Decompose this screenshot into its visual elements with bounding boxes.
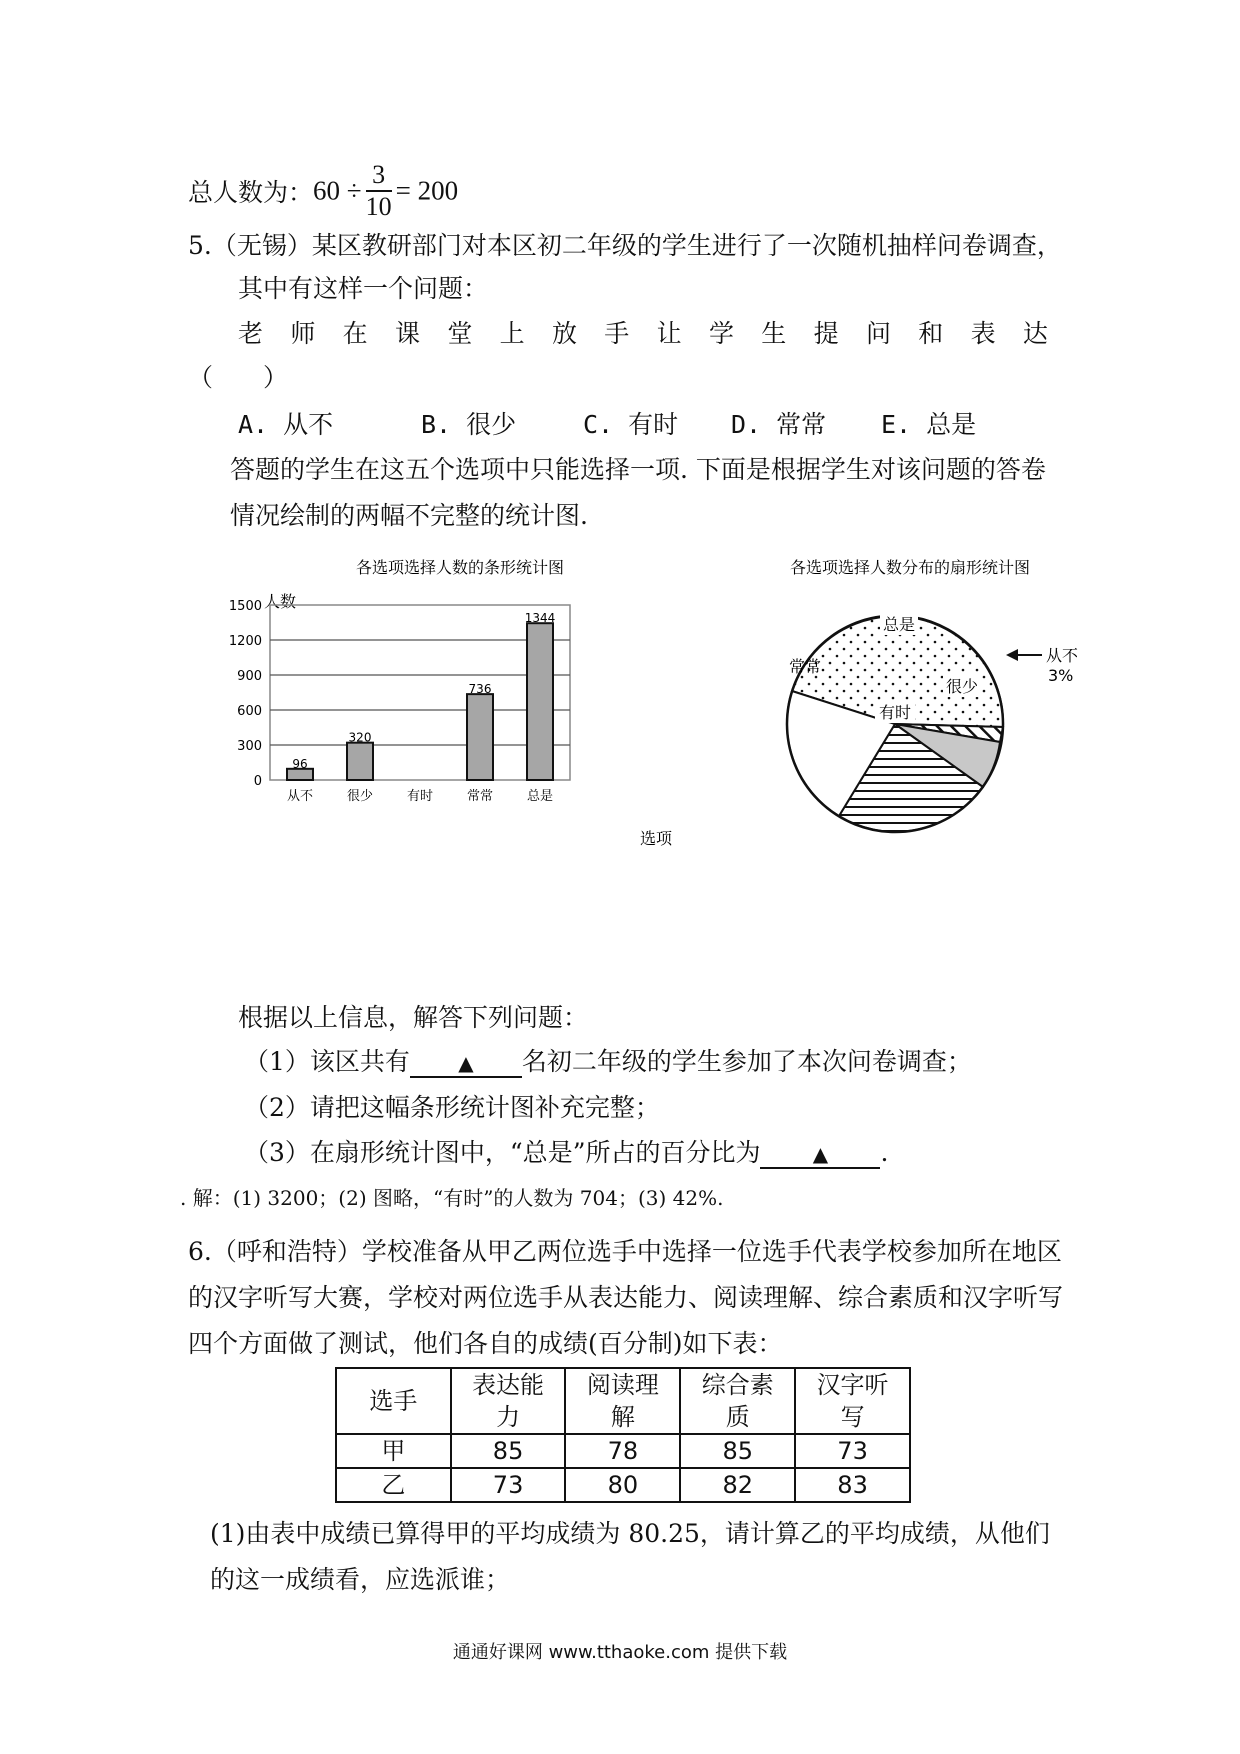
bar-value-label: 96 [292,756,308,771]
bar-value-label: 736 [468,682,492,697]
bar-ytick-label: 300 [237,739,262,754]
sub1-text-b: 名初二年级的学生参加了本次问卷调查； [521,1047,972,1076]
pie-chart [750,555,1080,855]
triangle-icon: ▲ [458,1051,474,1075]
bar-2 [347,743,373,780]
total-expr-right: = 200 [395,175,459,206]
q5-sub1 [244,1042,972,1078]
q5-sub2: （2）请把这幅条形统计图补充完整； [244,1093,660,1122]
option-a: A. 从不 [238,410,334,439]
q5-line3-char: 放 [551,319,577,348]
table-cell: 85 [451,1434,566,1468]
pie-label-congbu: 从不 [1046,646,1079,665]
bar-ytick-label: 1500 [228,599,262,614]
q5-line3-char: 在 [342,319,368,348]
q5-number: 5. [188,231,212,260]
option-c: C. 有时 [583,410,679,439]
header-cell: 表达能 力 [451,1368,566,1434]
bar-category-label: 有时 [406,789,434,804]
fraction-denominator: 10 [365,192,392,221]
total-line [188,160,458,222]
option-b: B. 很少 [421,410,517,439]
q5-line3-char: 让 [656,319,682,348]
answer-blank-2[interactable] [760,1138,880,1169]
fraction [366,160,392,222]
answer-blank-1[interactable] [410,1047,522,1078]
bar-plot-frame [270,605,570,780]
table-cell: 乙 [336,1468,451,1502]
header-cell: 选手 [336,1368,451,1434]
q5-line3-char: 手 [604,319,630,348]
pie-label-henshao: 很少 [945,677,979,696]
q6-sub1-line1: (1)由表中成绩已算得甲的平均成绩为 80.25，请计算乙的平均成绩，从他们 [210,1519,1050,1548]
bar-category-label: 从不 [286,789,314,804]
bar-chart-title: 各选项选择人数的条形统计图 [355,558,565,577]
table-row [336,1468,910,1502]
q5-line2: 其中有这样一个问题： [238,274,489,303]
q6-line1: 6.（呼和浩特）学校准备从甲乙两位选手中选择一位选手代表学校参加所在地区 [188,1237,1062,1266]
q5-line3-char: 老 [238,319,264,348]
q5-answer: . 解：(1) 3200；(2) 图略，“有时”的人数为 704；(3) 42%. [180,1186,724,1210]
q5-text1: （无锡）某区教研部门对本区初二年级的学生进行了一次随机抽样问卷调查， [211,231,1062,260]
bar-4 [467,694,493,780]
bar-chart [228,555,690,870]
option-d: D. 常常 [731,410,827,439]
table-cell: 73 [451,1468,566,1502]
bar-category-label: 很少 [346,789,374,804]
q5-line3 [238,314,1048,350]
q5-line3-char: 上 [499,319,525,348]
q5-line4: 答题的学生在这五个选项中只能选择一项. 下面是根据学生对该问题的答卷 [230,455,1046,484]
q6-sub1-line2: 的这一成绩看，应选派谁； [210,1565,511,1594]
sub3-text-b: . [880,1138,889,1167]
table-cell: 83 [795,1468,910,1502]
sub3-text-a: （3）在扇形统计图中，“总是”所占的百分比为 [244,1138,761,1167]
pie-label-changchang: 常常 [788,657,822,676]
table-row [336,1434,910,1468]
pie-chart-title: 各选项选择人数分布的扇形统计图 [789,558,1031,577]
total-prefix: 总人数为： [188,178,314,207]
bar-ytick-label: 600 [237,704,262,719]
bar-value-label: 1344 [524,611,556,626]
q5-line3-char: 学 [708,319,734,348]
header-cell: 阅读理 解 [565,1368,680,1434]
q5-line3-char: 问 [865,319,891,348]
table-header-row [336,1368,910,1434]
pie-label-youshi: 有时 [878,703,912,722]
q5-line3-char: 和 [918,319,944,348]
header-cell: 汉字听 写 [795,1368,910,1434]
q5-line3-char: 提 [813,319,839,348]
table-cell: 85 [680,1434,795,1468]
fraction-numerator: 3 [366,160,392,192]
bar-ytick-label: 900 [237,669,262,684]
q5-line5: 情况绘制的两幅不完整的统计图. [230,501,588,530]
q6-line3: 四个方面做了测试，他们各自的成绩(百分制)如下表： [188,1329,783,1358]
q5-line3-char: 生 [761,319,787,348]
q5-line3-char: 课 [394,319,420,348]
scores-table [335,1367,911,1503]
table-cell: 甲 [336,1434,451,1468]
bar-5 [527,623,553,780]
q5-line3-char: 师 [290,319,316,348]
bar-ytick-label: 0 [253,774,262,789]
q5-line1 [188,226,1062,262]
q6-line2: 的汉字听写大赛，学校对两位选手从表达能力、阅读理解、综合素质和汉字听写 [188,1283,1064,1312]
pie-label-zongshi: 总是 [882,615,916,634]
pie-label-congbu-pct: 3% [1048,666,1074,685]
total-expr-left: 60 ÷ [313,175,362,206]
bar-value-label: 320 [348,730,372,745]
q5-line3-char: 达 [1022,319,1048,348]
bar-chart-ylabel: 人数 [264,592,297,611]
table-cell: 73 [795,1434,910,1468]
option-e: E. 总是 [881,410,977,439]
bar-chart-xlabel: 选项 [640,829,673,848]
q5-after-charts: 根据以上信息，解答下列问题： [238,1003,589,1032]
table-cell: 80 [565,1468,680,1502]
q5-paren: （ ） [188,363,289,392]
table-cell: 78 [565,1434,680,1468]
bar-category-label: 总是 [526,789,554,804]
sub1-text-a: （1）该区共有 [244,1047,410,1076]
bar-category-label: 常常 [466,789,494,804]
arrow-icon [1006,649,1018,661]
page-footer: 通通好课网 www.tthaoke.com 提供下载 [452,1642,788,1663]
bar-ytick-label: 1200 [228,634,262,649]
q5-line3-char: 表 [970,319,996,348]
q5-sub3 [244,1133,888,1169]
header-cell: 综合素 质 [680,1368,795,1434]
table-cell: 82 [680,1468,795,1502]
triangle-icon: ▲ [812,1142,829,1166]
q5-line3-char: 堂 [447,319,473,348]
